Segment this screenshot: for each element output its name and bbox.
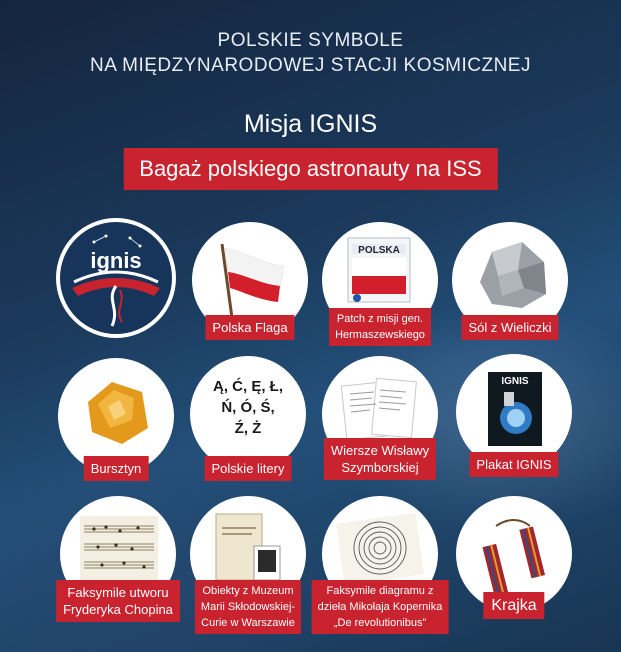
logo-text: ignis (90, 248, 142, 273)
item-krajka (456, 496, 572, 612)
item-poster (456, 354, 572, 470)
ignis-logo-icon (54, 216, 178, 340)
label-diagram: Faksymile diagramu z dzieła Mikołaja Kopernika „De revolutionibus” (312, 580, 449, 634)
label-patch: Patch z misji gen. Hermaszewskiego (329, 308, 431, 346)
ignis-logo (58, 220, 174, 336)
label-poster: Plakat IGNIS (469, 452, 558, 477)
label-poems: Wiersze Wisławy Szymborskiej (324, 438, 436, 480)
header-line-1: POLSKIE SYMBOLE (217, 30, 404, 51)
mission-title: Misja IGNIS (243, 110, 378, 138)
poster-text: IGNIS (501, 376, 529, 387)
label-museum: Obiekty z Muzeum Marii Skłodowskiej- Curie w Warszawie (195, 580, 301, 634)
label-sheet-music: Faksymile utworu Fryderyka Chopina (56, 580, 180, 622)
item-letters (190, 356, 306, 476)
poster-header (0, 28, 621, 78)
label-salt: Sól z Wieliczki (461, 315, 558, 340)
item-amber (58, 358, 174, 474)
patch-text: POLSKA (358, 245, 400, 256)
label-krajka: Krajka (483, 592, 544, 619)
letters-icon: Ą, Ć, Ę, Ł, Ń, Ó, Ś, Ź, Ż (212, 378, 283, 437)
item-polish-flag (192, 222, 308, 338)
label-letters: Polskie litery (205, 456, 292, 481)
header-line-2: NA MIĘDZYNARODOWEJ STACJI KOSMICZNEJ (90, 55, 531, 76)
item-poems (322, 356, 438, 475)
item-patch (322, 222, 438, 341)
label-polish-flag: Polska Flaga (205, 315, 294, 340)
item-sheet-music (60, 496, 176, 617)
item-salt (452, 222, 568, 338)
title-banner: Bagaż polskiego astronauty na ISS (123, 148, 497, 190)
item-diagram (317, 496, 443, 629)
item-museum (190, 496, 306, 629)
label-amber: Bursztyn (84, 456, 149, 481)
